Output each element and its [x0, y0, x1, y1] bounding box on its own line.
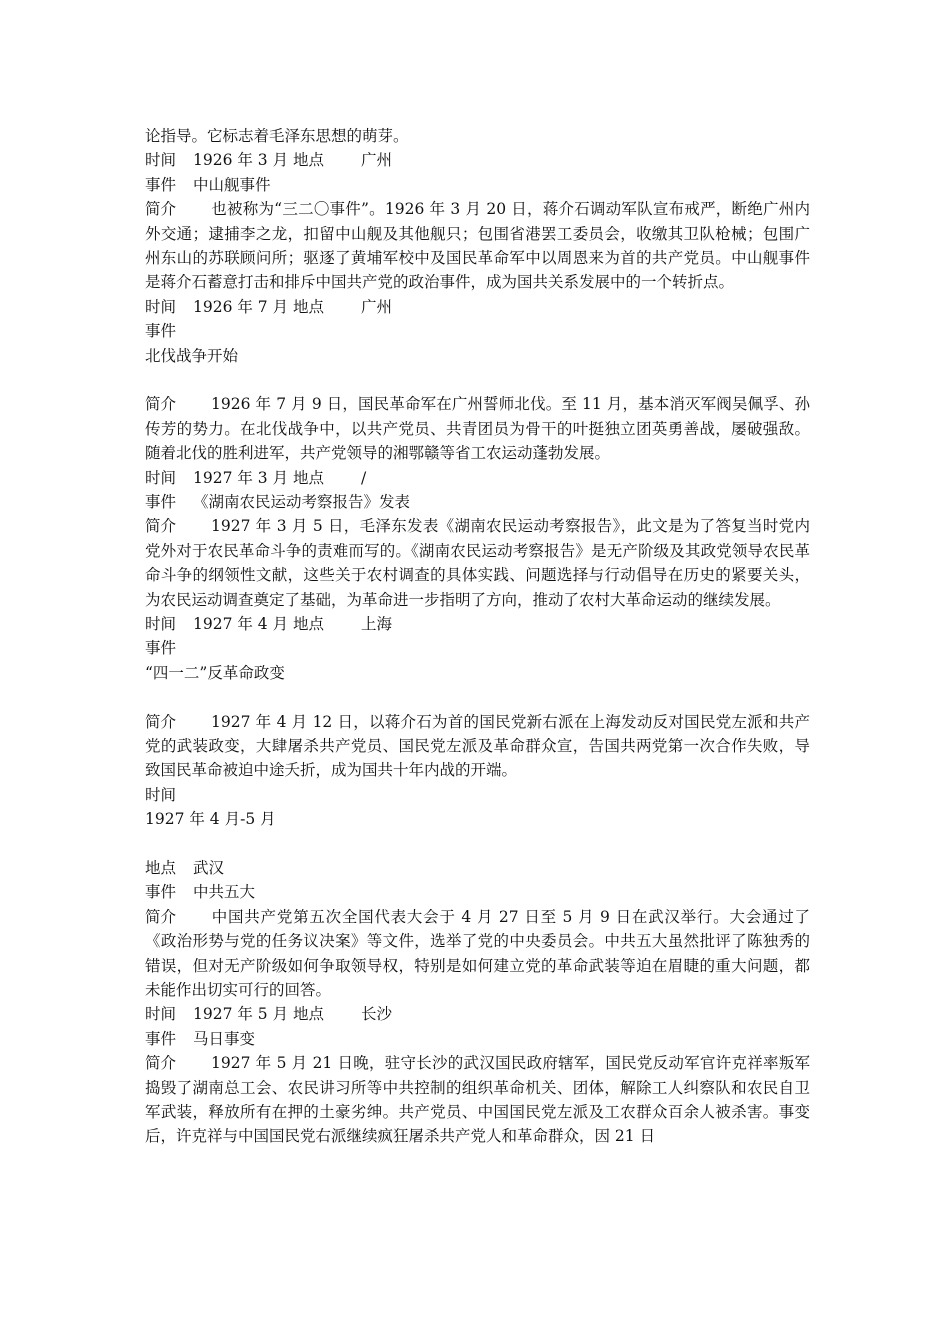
time-label: 时间 — [145, 785, 177, 804]
summary-text: 中国共产党第五次全国代表大会于 4 月 27 日至 5 月 9 日在武汉举行。大会通过了《政治形势与党的任务议决案》等文件，选举了党的中央委员会。中共五大虽然批评了陈独秀的错误，但对无产阶级如何争取领导权，特别是如何建立党的革命武装等迫在眉睫的重大问题，都未能作出切实可行的回答。 — [145, 907, 810, 999]
place-label: 地点 — [293, 151, 325, 170]
place-value: 广州 — [361, 297, 393, 316]
summary-text: 1927 年 4 月 12 日，以蒋介石为首的国民党新右派在上海发动反对国民党左派和共产党的武装政变，大肆屠杀共产党员、国民党左派及革命群众宣，告国共两党第一次合作失败，导致国民革命被迫中途夭折，成为国共十年内战的开端。 — [145, 712, 810, 780]
place-label: 地点 — [293, 468, 325, 487]
summary-label: 简介 — [145, 517, 177, 536]
summary-label: 简介 — [145, 200, 177, 219]
place-label: 地点 — [293, 614, 325, 633]
entry-event-row — [145, 880, 810, 904]
entry-summary — [145, 392, 810, 465]
event-label: 事件 — [145, 883, 177, 902]
entry-summary — [145, 514, 810, 612]
time-value: 1926 年 7 月 — [193, 297, 289, 316]
place-value: 上海 — [361, 614, 393, 633]
entry-time-place-row — [145, 148, 810, 172]
entry-summary — [145, 1051, 810, 1149]
time-label: 时间 — [145, 297, 177, 316]
place-value: 广州 — [361, 151, 393, 170]
blank-line — [145, 685, 810, 709]
time-label: 时间 — [145, 614, 177, 633]
entry-event-row — [145, 490, 810, 514]
place-value: / — [361, 468, 367, 487]
intro-tail: 论指导。它标志着毛泽东思想的萌芽。 — [145, 127, 409, 145]
time-value: 1926 年 3 月 — [193, 151, 289, 170]
event-value: 中共五大 — [193, 883, 256, 902]
entry-time-place-row — [145, 466, 810, 490]
event-value: 《湖南农民运动考察报告》发表 — [193, 492, 411, 511]
place-label: 地点 — [293, 1005, 325, 1024]
blank-line — [145, 368, 810, 392]
summary-text: 1927 年 3 月 5 日，毛泽东发表《湖南农民运动考察报告》，此文是为了答复当时党内党外对于农民革命斗争的责难而写的。《湖南农民运动考察报告》是无产阶级及其政党领导农民革命斗争的纲领性文献，这些关于农村调查的具体实践、问题选择与行动倡导在历史的紧要关头，为农民运动调查奠定了基础，为革命进一步指明了方向，推动了农村大革命运动的继续发展。 — [145, 517, 810, 609]
time-value: 1927 年 5 月 — [193, 1005, 289, 1024]
entry-summary — [145, 197, 810, 295]
entry-event-row — [145, 173, 810, 197]
event-label: 事件 — [145, 1029, 177, 1048]
event-value: “四一二”反革命政变 — [145, 663, 285, 682]
event-value: 北伐战争开始 — [145, 346, 239, 365]
summary-text: 1927 年 5 月 21 日晚，驻守长沙的武汉国民政府辖军，国民党反动军官许克祥率叛军捣毁了湖南总工会、农民讲习所等中共控制的组织革命机关、团体，解除工人纠察队和农民自卫军武装，释放所有在押的土豪劣绅。共产党员、中国国民党左派及工农群众百余人被杀害。事变后，许克祥与中国国民党右派继续疯狂屠杀共产党人和革命群众，因 21 日 — [145, 1054, 810, 1146]
time-value: 1927 年 4 月 — [193, 614, 289, 633]
place-value: 长沙 — [361, 1005, 393, 1024]
summary-label: 简介 — [145, 907, 177, 926]
entry-time-place-row — [145, 295, 810, 319]
blank-line — [145, 832, 810, 856]
summary-label: 简介 — [145, 1054, 177, 1073]
event-value: 马日事变 — [193, 1029, 256, 1048]
entry-event-row — [145, 1027, 810, 1051]
summary-label: 简介 — [145, 395, 177, 414]
entry-time-place-row — [145, 1002, 810, 1026]
document-body — [145, 124, 810, 1149]
event-label: 事件 — [145, 492, 177, 511]
summary-label: 简介 — [145, 712, 177, 731]
entry-place-row — [145, 856, 810, 880]
event-label: 事件 — [145, 322, 177, 341]
entry-summary — [145, 710, 810, 783]
time-value: 1927 年 4 月-5 月 — [145, 810, 276, 829]
time-label: 时间 — [145, 1005, 177, 1024]
entry-time-place-row — [145, 612, 810, 636]
place-label: 地点 — [145, 858, 177, 877]
place-value: 武汉 — [193, 858, 225, 877]
place-label: 地点 — [293, 297, 325, 316]
summary-text: 也被称为“三二〇事件”。1926 年 3 月 20 日，蒋介石调动军队宣布戒严，断绝广州内外交通；逮捕李之龙，扣留中山舰及其他舰只；包围省港罢工委员会，收缴其卫队枪械；包围广州东山的苏联顾问所；驱逐了黄埔军校中及国民革命军中以周恩来为首的共产党员。中山舰事件是蒋介石蓄意打击和排斥中国共产党的政治事件，成为国共关系发展中的一个转折点。 — [145, 200, 810, 292]
event-label: 事件 — [145, 175, 177, 194]
summary-text: 1926 年 7 月 9 日，国民革命军在广州誓师北伐。至 11 月，基本消灭军阀吴佩孚、孙传芳的势力。在北伐战争中，以共产党员、共青团员为骨干的叶挺独立团英勇善战，屡破强敌。随着北伐的胜利进军，共产党领导的湘鄂赣等省工农运动蓬勃发展。 — [145, 395, 810, 463]
event-label: 事件 — [145, 639, 177, 658]
event-value: 中山舰事件 — [193, 175, 271, 194]
entry-summary — [145, 905, 810, 1003]
time-label: 时间 — [145, 468, 177, 487]
time-label: 时间 — [145, 151, 177, 170]
time-value: 1927 年 3 月 — [193, 468, 289, 487]
